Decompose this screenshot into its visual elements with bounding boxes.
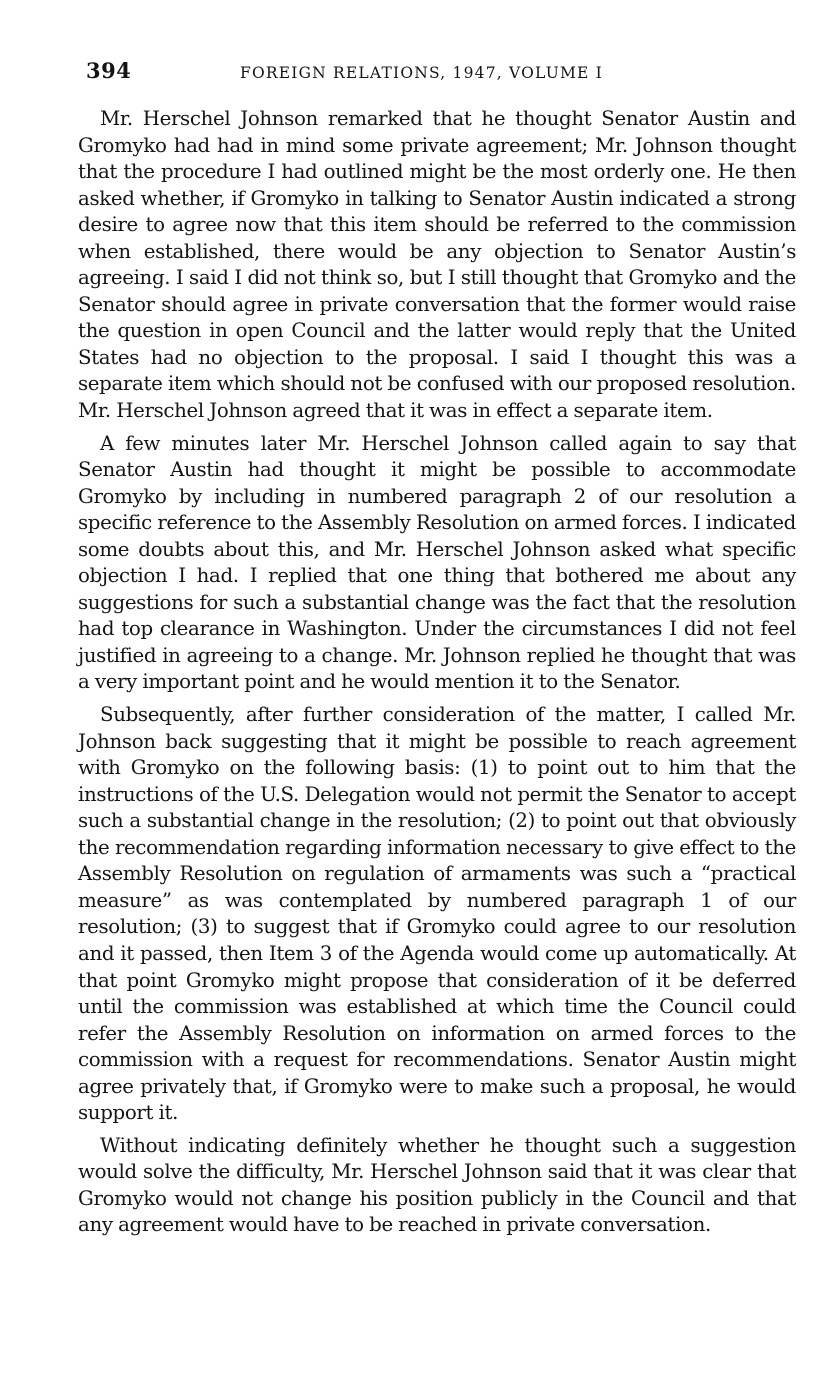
paragraph: A few minutes later Mr. Herschel Johnson called again to say that Senator Austin had thought it might be possible to accommodate Gromyko by including in numbered paragraph 2 of our resolution a specific reference to the Assembly Resolution on armed forces. I indicated some doubts about this, and Mr. Herschel Johnson asked what specific objection I had. I replied that one thing that bothered me about any suggestions for such a substantial change was the fact that the resolution had top clearance in Washington. Under the circumstances I did not feel justified in agreeing to a change. Mr. Johnson replied he thought that was a very important point and he would mention it to the Senator. bbox=[78, 431, 796, 694]
paragraph: Without indicating definitely whether he thought such a suggestion would solve the difficulty, Mr. Herschel Johnson said that it was clear that Gromyko would not change his position publicly in the Council and that any agreement would have to be reached in private conversation. bbox=[78, 1133, 796, 1237]
page-number: 394 bbox=[86, 58, 132, 83]
body-text bbox=[78, 106, 796, 1245]
running-head bbox=[86, 58, 786, 92]
paragraph: Mr. Herschel Johnson remarked that he thought Senator Austin and Gromyko had had in mind some private agreement; Mr. Johnson thought that the procedure I had outlined might be the most orderly one. He then asked whether, if Gromyko in talking to Senator Austin indicated a strong desire to agree now that this item should be referred to the commission when established, there would be any objection to Senator Austin’s agreeing. I said I did not think so, but I still thought that Gromyko and the Senator should agree in private conversation that the former would raise the question in open Council and the latter would reply that the United States had no objection to the proposal. I said I thought this was a separate item which should not be confused with our proposed resolution. Mr. Herschel Johnson agreed that it was in effect a separate item. bbox=[78, 107, 796, 423]
running-head-title: FOREIGN RELATIONS, 1947, VOLUME I bbox=[240, 64, 603, 82]
paragraph: Subsequently, after further consideration of the matter, I called Mr. Johnson back suggesting that it might be possible to reach agreement with Gromyko on the following basis: (1) to point out to him that the instructions of the U.S. Delegation would not permit the Senator to accept such a substantial change in the resolution; (2) to point out that obviously the recommendation regarding information necessary to give effect to the Assembly Resolution on regulation of armaments was such a “practical measure” as was contemplated by numbered paragraph 1 of our resolution; (3) to suggest that if Gromyko could agree to our resolution and it passed, then Item 3 of the Agenda would come up automatically. At that point Gromyko might propose that consideration of it be deferred until the commission was established at which time the Council could refer the Assembly Resolution on information on armed forces to the commission with a request for recommendations. Senator Austin might agree privately that, if Gromyko were to make such a proposal, he would support it. bbox=[78, 703, 796, 1125]
